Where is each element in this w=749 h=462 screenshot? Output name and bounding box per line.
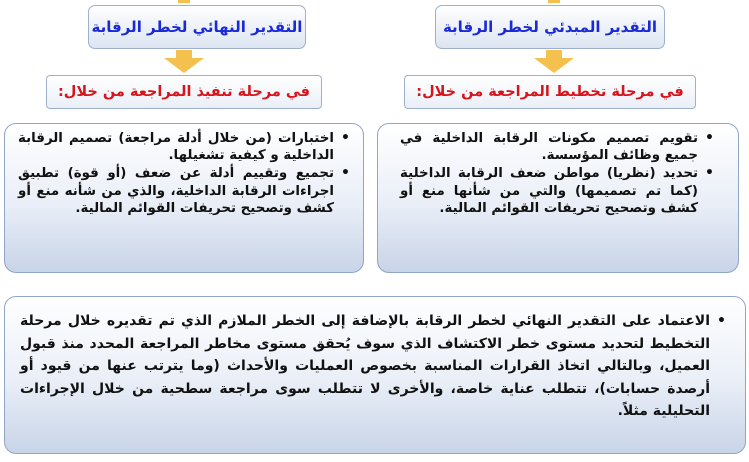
left-down-arrow <box>164 58 204 73</box>
left-item-list <box>18 130 352 218</box>
right-header-label: التقدير المبدئي لخطر الرقابة <box>442 18 658 36</box>
top-arrow-stem-left <box>178 0 190 3</box>
bullet-icon: • <box>341 130 350 146</box>
right-arrow-stem <box>546 50 562 58</box>
left-item-1-text: اختبارات (من خلال أدلة مراجعة) تصميم الرقابة الداخلية و كيفية تشغيلها. <box>18 131 334 164</box>
right-item-list <box>400 130 716 218</box>
top-arrow-stem-right <box>548 0 560 3</box>
right-phase-text: في مرحلة تخطيط المراجعة من خلال: <box>416 84 684 100</box>
right-header-initial-assessment <box>435 5 665 49</box>
left-phase-label-execution <box>46 75 322 109</box>
right-phase-label-planning <box>404 75 696 109</box>
right-item-1-text: تقويم تصميم مكونات الرقابة الداخلية في جميع وظائف المؤسسة. <box>400 131 698 164</box>
left-arrow-stem <box>176 50 192 58</box>
bottom-summary-text: الاعتماد على التقدير النهائي لخطر الرقابة بالإضافة إلى الخطر الملازم الذي تم تقديره خلال مرحلة التخطيط لتحديد مستوى خطر الاكتشاف الذي سوف يُحقق مستوى مخاطر المراجعة المحدد منذ قبول العميل، وبالتالي اتخاذ القرارات المناسبة بخصوص العمليات والأحداث (وما يترتب عنها من قيود أو أرصدة حسابات)، تتطلب عناية خاصة، والأخرى لا تتطلب سوى مراجعة سطحية من خلال الإجراءات التحليلية مثلاً. <box>20 313 710 420</box>
left-header-label: التقدير النهائي لخطر الرقابة <box>91 18 303 36</box>
list-item <box>20 310 728 423</box>
left-phase-text: في مرحلة تنفيذ المراجعة من خلال: <box>57 84 311 100</box>
right-item-2-text: تحديد (نظريا) مواطن ضعف الرقابة الداخلية (كما تم تصميمها) والتي من شأنها منع أو كشف وتصحيح تحريفات القوائم المالية. <box>400 166 698 216</box>
bottom-summary-list <box>20 310 728 423</box>
list-item <box>400 165 716 217</box>
list-item <box>18 165 352 217</box>
bullet-icon: • <box>717 313 726 329</box>
left-header-final-assessment <box>88 5 306 49</box>
left-item-2-text: تجميع وتقييم أدلة عن ضعف (أو قوة) تطبيق اجراءات الرقابة الداخلية، والذي من شأنه منع أو كشف وتصحيح تحريفات القوائم المالية. <box>18 166 334 216</box>
bullet-icon: • <box>705 165 714 182</box>
list-item <box>18 130 352 164</box>
bullet-icon: • <box>705 130 714 146</box>
right-down-arrow <box>534 58 574 73</box>
list-item <box>400 130 716 164</box>
bullet-icon: • <box>341 165 350 182</box>
